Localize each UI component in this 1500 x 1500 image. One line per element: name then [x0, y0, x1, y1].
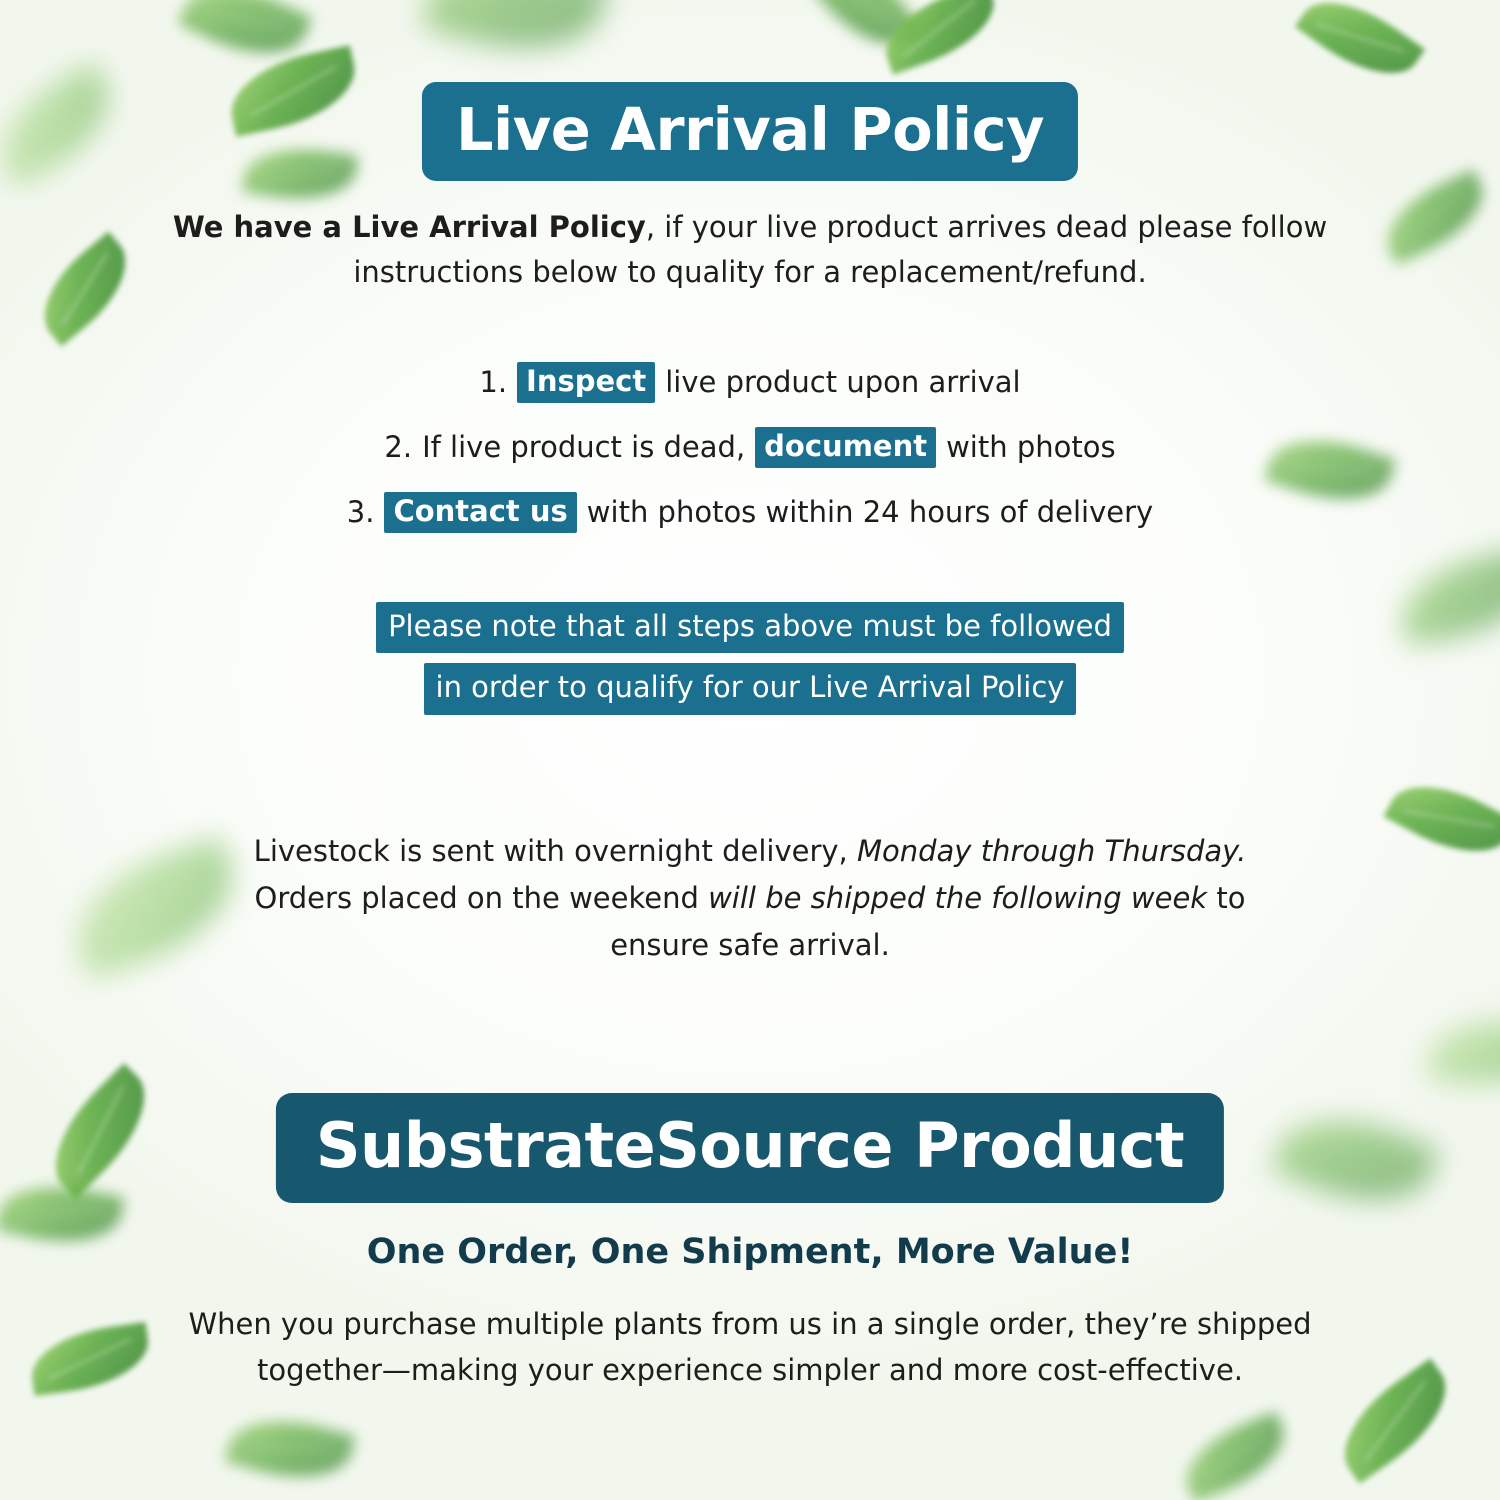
- product-section-title: SubstrateSource Product: [276, 1093, 1224, 1203]
- shipping-part-2: Orders placed on the weekend: [254, 880, 709, 915]
- shipping-italic-1: Monday through Thursday.: [856, 834, 1247, 868]
- shipping-part-3: to ensure safe arrival.: [610, 880, 1246, 962]
- list-item: [150, 362, 1350, 403]
- policy-note: [150, 602, 1350, 725]
- intro-bold-lead: We have a Live Arrival Policy: [172, 210, 646, 244]
- step-highlight: Inspect: [517, 362, 655, 403]
- policy-note-line-2: in order to qualify for our Live Arrival Policy: [424, 663, 1077, 714]
- step-number: 3.: [346, 495, 375, 529]
- shipping-paragraph: [220, 828, 1280, 969]
- product-subheading: One Order, One Shipment, More Value!: [366, 1232, 1134, 1272]
- step-number: 1.: [479, 365, 508, 399]
- step-text-pre: If live product is dead,: [422, 430, 746, 464]
- product-description: When you purchase multiple plants from us in a single order, they’re shipped together—making your experience simpler and more cost-effective.: [188, 1307, 1312, 1387]
- steps-list: [150, 362, 1350, 557]
- shipping-italic-2: will be shipped the following week: [708, 880, 1208, 915]
- intro-rest: , if your live product arrives dead please follow instructions below to quality for a replacement/refund.: [353, 210, 1328, 289]
- step-highlight: document: [755, 427, 936, 468]
- list-item: [150, 492, 1350, 533]
- policy-note-line-1: Please note that all steps above must be followed: [376, 602, 1124, 653]
- page-title: Live Arrival Policy: [422, 82, 1078, 181]
- shipping-part-1: Livestock is sent with overnight delivery,: [253, 834, 857, 868]
- step-number: 2.: [384, 430, 413, 464]
- step-text: live product upon arrival: [665, 365, 1021, 399]
- step-text: with photos: [946, 430, 1116, 464]
- step-text: with photos within 24 hours of delivery: [586, 495, 1154, 529]
- intro-paragraph: [160, 205, 1340, 295]
- step-highlight: Contact us: [384, 492, 576, 533]
- list-item: [150, 427, 1350, 468]
